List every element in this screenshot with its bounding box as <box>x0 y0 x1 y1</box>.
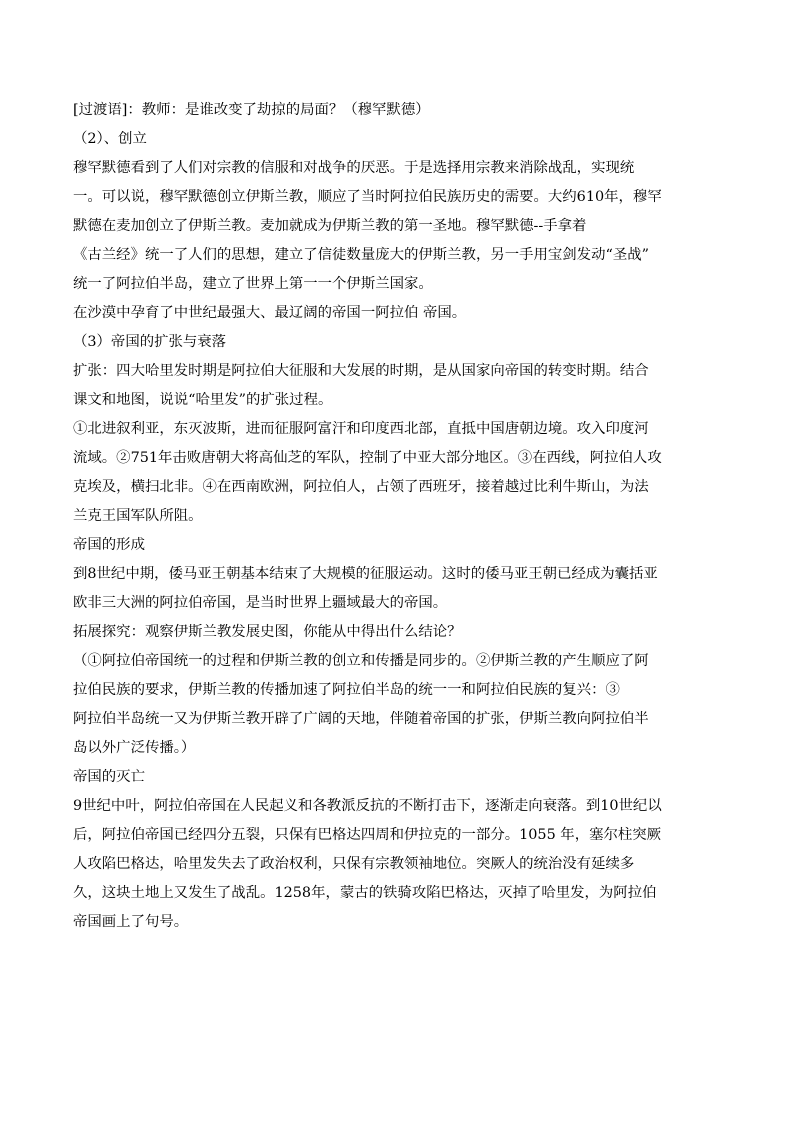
text-line: 欧非三大洲的阿拉伯帝国，是当时世界上疆域最大的帝国。 <box>73 595 448 611</box>
text-line: 流域。②751年击败唐朝大将高仙芝的军队，控制了中亚大部分地区。③在西线，阿拉伯人攻 <box>73 450 662 466</box>
text-line: 一。可以说，穆罕默德创立伊斯兰教，顺应了当时阿拉伯民族历史的需要。大约610年，穆罕 <box>73 189 662 205</box>
text-line: 阿拉伯半岛统一又为伊斯兰教开辟了广阔的天地，伴随着帝国的扩张，伊斯兰教向阿拉伯半 <box>73 711 649 727</box>
text-line: 统一了阿拉伯半岛，建立了世界上第一一个伊斯兰国家。 <box>73 276 433 292</box>
text-line: 拉伯民族的要求，伊斯兰教的传播加速了阿拉伯半岛的统一一和阿拉伯民族的复兴：③ <box>73 682 620 698</box>
text-line: 到8世纪中期，倭马亚王朝基本结束了大规模的征服运动。这时的倭马亚王朝已经成为囊括亚 <box>73 566 658 582</box>
section-heading: 帝国的灭亡 <box>73 769 145 785</box>
text-line: 克埃及，横扫北非。④在西南欧洲，阿拉伯人，占领了西班牙，接着越过比利牛斯山，为法 <box>73 479 649 495</box>
text-line: 兰克王国军队所阻。 <box>73 508 203 524</box>
text-line: 人攻陷巴格达，哈里发失去了政治权利，只保有宗教领袖地位。突厥人的统治没有延续多 <box>73 856 635 872</box>
text-line: 拓展探究：观察伊斯兰教发展史图，你能从中得出什么结论？ <box>73 624 462 640</box>
text-line: 久，这块土地上又发生了战乱。1258年，蒙古的铁骑攻陷巴格达，灭掉了哈里发，为阿拉伯 <box>73 885 657 901</box>
text-line: ①北进叙利亚，东灭波斯，进而征服阿富汗和印度西北部，直抵中国唐朝边境。攻入印度河 <box>73 421 649 437</box>
text-line: 9世纪中叶，阿拉伯帝国在人民起义和各教派反抗的不断打击下，逐渐走向衰落。到10世纪以 <box>73 798 662 814</box>
text-line: 默德在麦加创立了伊斯兰教。麦加就成为伊斯兰教的第一圣地。穆罕默德--手拿着 <box>73 218 587 234</box>
section-heading: （2）、创立 <box>73 131 147 147</box>
text-line: 在沙漠中孕育了中世纪最强大、最辽阔的帝国一阿拉伯 帝国。 <box>73 305 467 321</box>
text-line: 《古兰经》统一了人们的思想，建立了信徒数量庞大的伊斯兰教，另一手用宝剑发动“圣战” <box>73 247 649 263</box>
text-line: 后，阿拉伯帝国已经四分五裂，只保有巴格达四周和伊拉克的一部分。1055 年，塞尔柱突厥 <box>73 827 662 843</box>
text-line: 穆罕默德看到了人们对宗教的信服和对战争的厌恶。于是选择用宗教来消除战乱，实现统 <box>73 160 635 176</box>
text-line: 课文和地图，说说“哈里发”的扩张过程。 <box>73 392 333 408</box>
text-line: [过渡语]：教师：是谁改变了劫掠的局面？（穆罕默德） <box>73 102 430 118</box>
section-heading: （3）帝国的扩张与衰落 <box>73 334 227 350</box>
text-line: 扩张：四大哈里发时期是阿拉伯大征服和大发展的时期，是从国家向帝国的转变时期。结合 <box>73 363 649 379</box>
text-line: 岛以外广泛传播。） <box>73 740 196 756</box>
section-heading: 帝国的形成 <box>73 537 145 553</box>
text-line: （①阿拉伯帝国统一的过程和伊斯兰教的创立和传播是同步的。②伊斯兰教的产生顺应了阿 <box>73 653 649 669</box>
text-line: 帝国画上了句号。 <box>73 914 189 930</box>
